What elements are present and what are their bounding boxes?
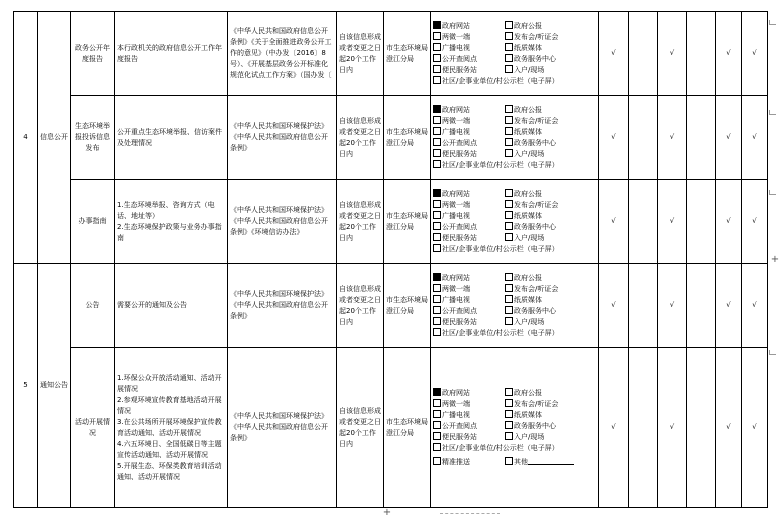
checkbox[interactable] xyxy=(433,284,441,292)
checkbox[interactable] xyxy=(433,54,441,62)
channel-label: 两微一端 xyxy=(442,32,470,41)
subject-cell: 市生态环境局澄江分局 xyxy=(384,348,431,508)
checkbox[interactable] xyxy=(433,160,441,168)
checkbox[interactable] xyxy=(505,54,513,62)
channel-label: 政务服务中心 xyxy=(514,306,556,315)
check-mark: √ xyxy=(716,348,742,508)
check-mark: √ xyxy=(742,96,768,180)
content-cell: 本行政机关的政府信息公开工作年度报告 xyxy=(115,12,228,96)
channel-label: 两微一端 xyxy=(442,116,470,125)
channel-label: 政府网站 xyxy=(442,273,470,282)
checkbox[interactable] xyxy=(505,317,513,325)
channel-label: 便民服务站 xyxy=(442,65,477,74)
checkbox-checked[interactable] xyxy=(433,105,441,113)
table-row xyxy=(14,12,768,96)
checkbox[interactable] xyxy=(433,138,441,146)
check-mark: √ xyxy=(716,264,742,348)
checkbox[interactable] xyxy=(505,200,513,208)
channel-label: 政务服务中心 xyxy=(514,222,556,231)
category-number-cell: 5 xyxy=(14,264,38,508)
channel-label: 广播电视 xyxy=(442,295,470,304)
empty-cell xyxy=(687,348,716,508)
channel-label: 纸质媒体 xyxy=(514,295,542,304)
checkbox[interactable] xyxy=(505,65,513,73)
channels-cell xyxy=(431,180,599,264)
channel-label: 广播电视 xyxy=(442,43,470,52)
content-cell xyxy=(115,348,228,508)
channel-label: 政府公报 xyxy=(514,388,542,397)
checkbox[interactable] xyxy=(505,189,513,197)
row-end-marker xyxy=(769,110,776,115)
checkbox-checked[interactable] xyxy=(433,388,441,396)
table-row xyxy=(14,264,768,348)
checkbox[interactable] xyxy=(433,76,441,84)
period-cell: 自该信息形成或者变更之日起20个工作日内 xyxy=(337,264,384,348)
check-mark: √ xyxy=(599,348,629,508)
empty-cell xyxy=(629,12,658,96)
channel-label: 公开查阅点 xyxy=(442,54,477,63)
empty-cell xyxy=(687,264,716,348)
checkbox[interactable] xyxy=(433,443,441,451)
channel-label: 两微一端 xyxy=(442,399,470,408)
empty-cell xyxy=(687,96,716,180)
table-resize-handle-icon[interactable]: + xyxy=(770,254,780,265)
content-line: 2.生态环境保护政策与业务办事指南 xyxy=(117,222,222,242)
checkbox[interactable] xyxy=(505,43,513,51)
basis-cell: 《中华人民共和国环境保护法》《中华人民共和国政府信息公开条例》 xyxy=(228,264,337,348)
item-cell: 生态环境举报投诉信息发布 xyxy=(71,96,115,180)
check-mark: √ xyxy=(599,264,629,348)
item-cell: 政务公开年度报告 xyxy=(71,12,115,96)
channel-label: 入户/现场 xyxy=(514,65,545,74)
check-mark: √ xyxy=(658,348,687,508)
checkbox[interactable] xyxy=(505,32,513,40)
period-cell: 自该信息形成或者变更之日起20个工作日内 xyxy=(337,348,384,508)
checkbox[interactable] xyxy=(433,149,441,157)
checkbox-checked[interactable] xyxy=(433,189,441,197)
category-number-cell: 4 xyxy=(14,12,38,264)
channel-label: 纸质媒体 xyxy=(514,43,542,52)
checkbox[interactable] xyxy=(505,388,513,396)
check-mark: √ xyxy=(716,96,742,180)
channel-label: 其他 xyxy=(514,457,528,466)
empty-cell xyxy=(687,180,716,264)
checkbox[interactable] xyxy=(505,233,513,241)
channel-label: 社区/企事业单位/村公示栏（电子屏） xyxy=(442,443,559,452)
channel-label: 发布会/听证会 xyxy=(514,32,559,41)
content-line: 4.六五环境日、全国低碳日等主题宣传活动通知、活动开展情况 xyxy=(117,439,222,459)
check-mark: √ xyxy=(742,180,768,264)
channel-label: 公开查阅点 xyxy=(442,421,477,430)
row-end-marker xyxy=(769,20,776,25)
content-cell xyxy=(115,180,228,264)
checkbox[interactable] xyxy=(505,21,513,29)
channel-label: 便民服务站 xyxy=(442,317,477,326)
content-line: 3.在公共场所开展环境保护宣传教育活动通知、活动开展情况 xyxy=(117,417,222,437)
category-cell: 通知公告 xyxy=(38,264,71,508)
checkbox[interactable] xyxy=(433,306,441,314)
channel-label: 纸质媒体 xyxy=(514,410,542,419)
checkbox[interactable] xyxy=(433,457,441,465)
content-cell: 需要公开的通知及公告 xyxy=(115,264,228,348)
channel-label: 入户/现场 xyxy=(514,317,545,326)
check-mark: √ xyxy=(716,180,742,264)
table-row xyxy=(14,180,768,264)
channel-label: 发布会/听证会 xyxy=(514,399,559,408)
channel-label: 纸质媒体 xyxy=(514,211,542,220)
item-cell: 公告 xyxy=(71,264,115,348)
content-line: 5.开展生态、环保类教育培训活动通知、活动开展情况 xyxy=(117,461,222,481)
channel-label: 便民服务站 xyxy=(442,233,477,242)
subject-cell: 市生态环境局澄江分局 xyxy=(384,96,431,180)
channel-label: 入户/现场 xyxy=(514,149,545,158)
checkbox[interactable] xyxy=(433,295,441,303)
channel-label: 发布会/听证会 xyxy=(514,284,559,293)
channel-label: 政务服务中心 xyxy=(514,54,556,63)
channel-label: 纸质媒体 xyxy=(514,127,542,136)
checkbox[interactable] xyxy=(433,328,441,336)
other-blank-line xyxy=(528,457,574,465)
item-cell: 办事指南 xyxy=(71,180,115,264)
check-mark: √ xyxy=(658,180,687,264)
period-cell: 自该信息形成或者变更之日起20个工作日内 xyxy=(337,12,384,96)
checkbox[interactable] xyxy=(505,306,513,314)
checkbox[interactable] xyxy=(433,32,441,40)
checkbox[interactable] xyxy=(433,233,441,241)
channel-label: 社区/企事业单位/村公示栏（电子屏） xyxy=(442,160,559,169)
channel-label: 政府网站 xyxy=(442,105,470,114)
checkbox[interactable] xyxy=(505,295,513,303)
channel-label: 发布会/听证会 xyxy=(514,200,559,209)
period-cell: 自该信息形成或者变更之日起20个工作日内 xyxy=(337,180,384,264)
channel-label: 入户/现场 xyxy=(514,233,545,242)
channel-label: 社区/企事业单位/村公示栏（电子屏） xyxy=(442,328,559,337)
empty-cell xyxy=(687,12,716,96)
check-mark: √ xyxy=(742,264,768,348)
channel-label: 社区/企事业单位/村公示栏（电子屏） xyxy=(442,244,559,253)
checkbox[interactable] xyxy=(433,244,441,252)
channel-label: 政府网站 xyxy=(442,189,470,198)
row-end-marker xyxy=(769,350,776,355)
content-line: 1.生态环境举报、咨询方式（电话、地址等） xyxy=(117,200,215,220)
channel-label: 公开查阅点 xyxy=(442,138,477,147)
check-mark: √ xyxy=(599,96,629,180)
checkbox[interactable] xyxy=(433,116,441,124)
channels-cell xyxy=(431,12,599,96)
checkbox[interactable] xyxy=(505,421,513,429)
channel-label: 公开查阅点 xyxy=(442,222,477,231)
check-mark: √ xyxy=(658,264,687,348)
checkbox[interactable] xyxy=(505,138,513,146)
checkbox[interactable] xyxy=(505,116,513,124)
checkbox[interactable] xyxy=(505,211,513,219)
empty-cell xyxy=(629,264,658,348)
channel-label: 公开查阅点 xyxy=(442,306,477,315)
page-break-dash xyxy=(440,513,500,514)
period-cell: 自该信息形成或者变更之日起20个工作日内 xyxy=(337,96,384,180)
checkbox-checked[interactable] xyxy=(433,273,441,281)
channel-label: 政务服务中心 xyxy=(514,421,556,430)
checkbox[interactable] xyxy=(505,410,513,418)
check-mark: √ xyxy=(599,180,629,264)
check-mark: √ xyxy=(716,12,742,96)
channel-label: 两微一端 xyxy=(442,200,470,209)
channel-label: 政府公报 xyxy=(514,21,542,30)
basis-cell: 《中华人民共和国环境保护法》《中华人民共和国政府信息公开条例》 xyxy=(228,348,337,508)
checkbox[interactable] xyxy=(433,410,441,418)
basis-cell: 《中华人民共和国政府信息公开条例》《关于全面推进政务公开工作的意见》（中办发〔2016〕8号）、《开展基层政务公开标准化规范化试点工作方案》（国办发〔 xyxy=(228,12,337,96)
checkbox[interactable] xyxy=(433,127,441,135)
empty-cell xyxy=(629,348,658,508)
check-mark: √ xyxy=(658,96,687,180)
empty-cell xyxy=(629,180,658,264)
channel-label: 政府公报 xyxy=(514,189,542,198)
check-mark: √ xyxy=(742,12,768,96)
checkbox[interactable] xyxy=(505,284,513,292)
channel-label: 两微一端 xyxy=(442,284,470,293)
channel-label: 广播电视 xyxy=(442,127,470,136)
checkbox[interactable] xyxy=(433,432,441,440)
channel-label: 精准推送 xyxy=(442,457,470,466)
channels-cell xyxy=(431,96,599,180)
checkbox[interactable] xyxy=(433,65,441,73)
channel-label: 社区/企事业单位/村公示栏（电子屏） xyxy=(442,76,559,85)
content-cell: 公开重点生态环境举报、信访案件及处理情况 xyxy=(115,96,228,180)
row-end-marker xyxy=(769,190,776,195)
channel-label: 入户/现场 xyxy=(514,432,545,441)
checkbox[interactable] xyxy=(505,273,513,281)
checkbox[interactable] xyxy=(433,43,441,51)
content-line: 2.参观环境宣传教育基地活动开展情况 xyxy=(117,395,222,415)
empty-cell xyxy=(629,96,658,180)
checkbox[interactable] xyxy=(505,399,513,407)
check-mark: √ xyxy=(599,12,629,96)
table-row xyxy=(14,96,768,180)
basis-cell: 《中华人民共和国环境保护法》《中华人民共和国政府信息公开条例》 xyxy=(228,96,337,180)
channels-cell xyxy=(431,264,599,348)
checkbox[interactable] xyxy=(433,317,441,325)
checkbox[interactable] xyxy=(505,127,513,135)
channel-label: 政府公报 xyxy=(514,105,542,114)
checkbox[interactable] xyxy=(433,399,441,407)
checkbox[interactable] xyxy=(505,222,513,230)
category-cell: 信息公开 xyxy=(38,12,71,264)
basis-cell: 《中华人民共和国环境保护法》《中华人民共和国政府信息公开条例》《环境信访办法》 xyxy=(228,180,337,264)
channel-label: 政府网站 xyxy=(442,21,470,30)
checkbox[interactable] xyxy=(433,421,441,429)
subject-cell: 市生态环境局澄江分局 xyxy=(384,12,431,96)
disclosure-table xyxy=(13,11,768,508)
checkbox[interactable] xyxy=(505,457,513,465)
checkbox[interactable] xyxy=(433,200,441,208)
subject-cell: 市生态环境局澄江分局 xyxy=(384,180,431,264)
checkbox[interactable] xyxy=(505,105,513,113)
content-line: 1.环保公众开放活动通知、活动开展情况 xyxy=(117,373,222,393)
item-cell: 活动开展情况 xyxy=(71,348,115,508)
channels-cell xyxy=(431,348,599,508)
channel-label: 政务服务中心 xyxy=(514,138,556,147)
checkbox-checked[interactable] xyxy=(433,21,441,29)
checkbox[interactable] xyxy=(433,211,441,219)
checkbox[interactable] xyxy=(505,432,513,440)
check-mark: √ xyxy=(742,348,768,508)
channel-label: 广播电视 xyxy=(442,211,470,220)
channel-label: 广播电视 xyxy=(442,410,470,419)
add-row-icon[interactable]: + xyxy=(382,507,392,518)
check-mark: √ xyxy=(658,12,687,96)
channel-label: 发布会/听证会 xyxy=(514,116,559,125)
checkbox[interactable] xyxy=(433,222,441,230)
channel-label: 便民服务站 xyxy=(442,149,477,158)
channel-label: 便民服务站 xyxy=(442,432,477,441)
checkbox[interactable] xyxy=(505,149,513,157)
table-row xyxy=(14,348,768,508)
channel-label: 政府网站 xyxy=(442,388,470,397)
channel-label: 政府公报 xyxy=(514,273,542,282)
subject-cell: 市生态环境局澄江分局 xyxy=(384,264,431,348)
